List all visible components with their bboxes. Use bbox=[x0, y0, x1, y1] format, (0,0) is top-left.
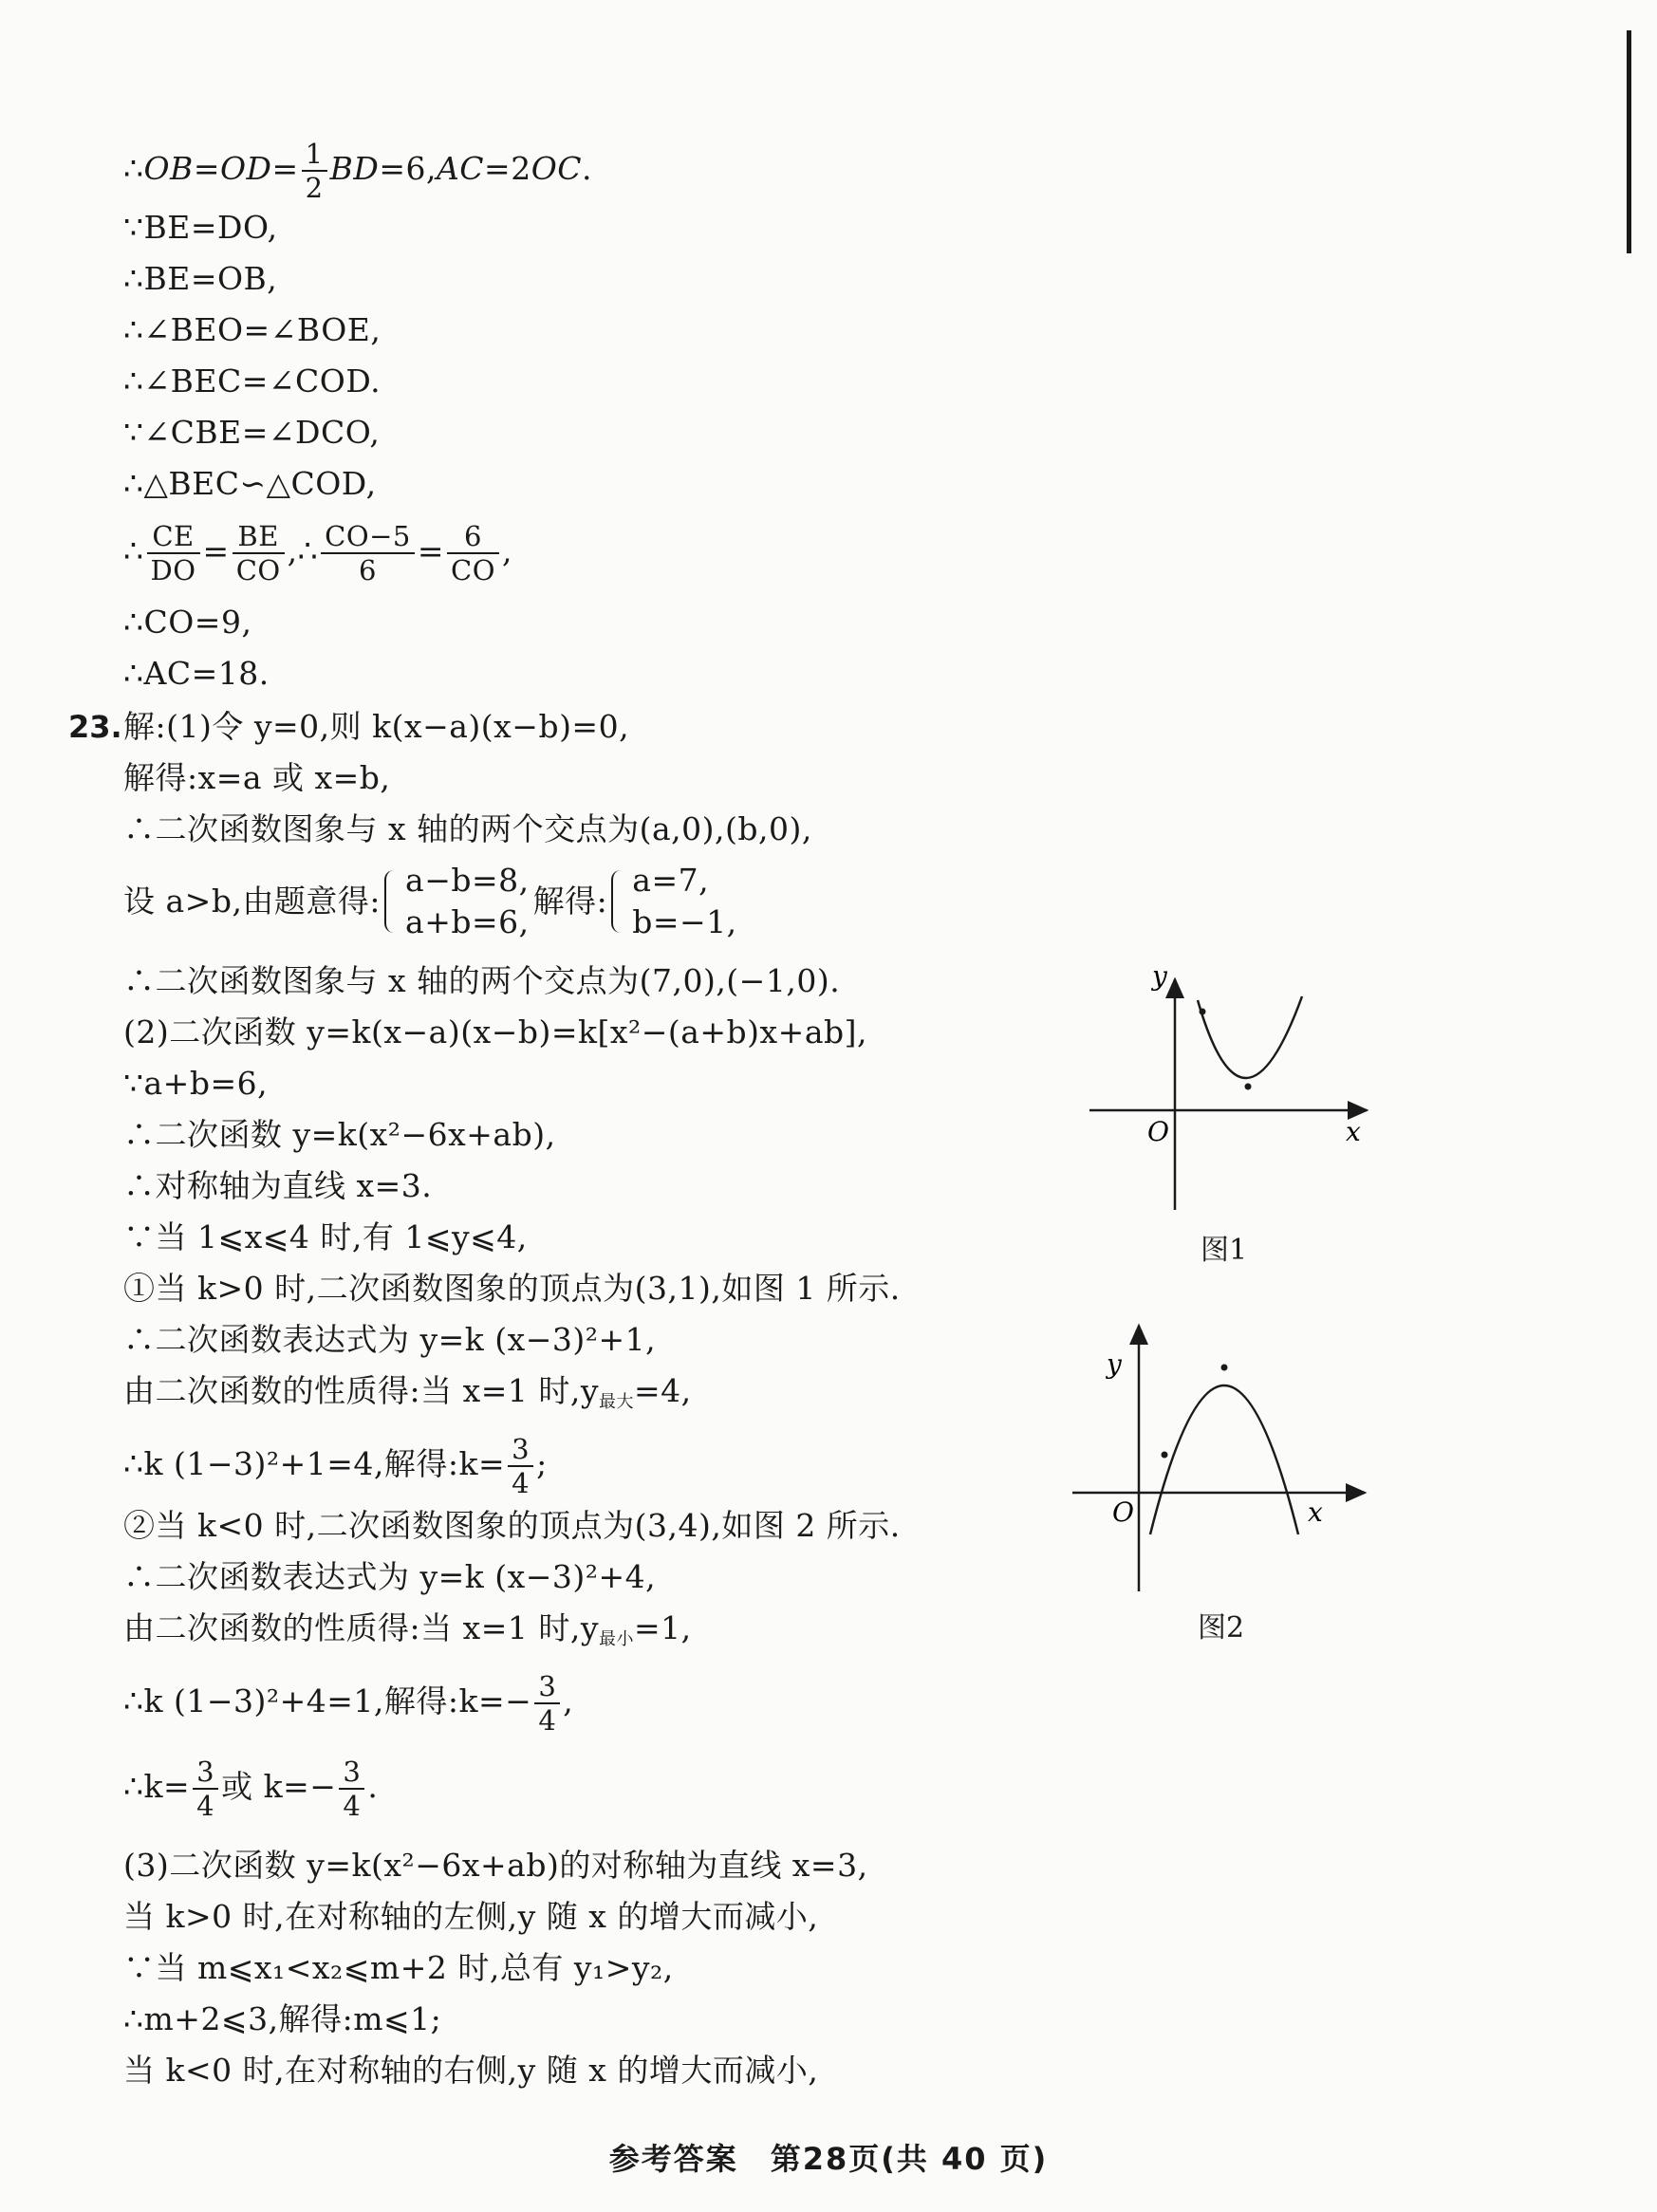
line-20: ∵当 1⩽x⩽4 时,有 1⩽y⩽4, bbox=[123, 1218, 528, 1255]
line-system bbox=[123, 860, 737, 943]
fraction-be-co: $\frac{BE}{CO}$ bbox=[233, 520, 285, 586]
line-10: ∴AC=18. bbox=[123, 655, 270, 692]
line-5: ∴∠BEC=∠COD. bbox=[123, 362, 382, 400]
system-mid: 解得: bbox=[532, 883, 608, 920]
line-30: (3)二次函数 y=k(x²−6x+ab)的对称轴为直线 x=3, bbox=[123, 1847, 868, 1884]
line-13: ∴二次函数图象与 x 轴的两个交点为(a,0),(b,0), bbox=[123, 810, 812, 847]
line-2: ∵BE=DO, bbox=[123, 209, 278, 246]
fig2-point-left bbox=[1162, 1452, 1168, 1459]
line-proportion: ∴ $\frac{CE}{DO}$ = $\frac{BE}{CO}$ ,∴ $\frac{CO-5}{6}$ = $\frac{6}{CO}$ , bbox=[123, 520, 512, 586]
figure-2-caption: 图2 bbox=[1198, 1611, 1245, 1645]
line-32: ∵当 m⩽x₁<x₂⩽m+2 时,总有 y₁>y₂, bbox=[123, 1949, 674, 1986]
line-17: ∵a+b=6, bbox=[123, 1065, 269, 1102]
line-9: ∴CO=9, bbox=[123, 604, 252, 641]
line-22: ∴二次函数表达式为 y=k (x−3)²+1, bbox=[123, 1321, 657, 1358]
fig1-y-label: y bbox=[1152, 960, 1167, 992]
fig1-parabola bbox=[1198, 996, 1302, 1078]
system-equations: a−b=8, a+b=6, bbox=[405, 862, 530, 940]
fig1-vertex bbox=[1245, 1084, 1252, 1090]
page-edge-bar bbox=[1627, 30, 1631, 253]
line-18: ∴二次函数 y=k(x²−6x+ab), bbox=[123, 1116, 556, 1153]
system-results: a=7, b=−1, bbox=[632, 862, 737, 940]
line-26: ∴二次函数表达式为 y=k (x−3)²+4, bbox=[123, 1558, 657, 1595]
line-11: 解:(1)令 y=0,则 k(x−a)(x−b)=0, bbox=[123, 708, 630, 745]
fig2-vertex bbox=[1221, 1365, 1228, 1371]
fraction-6-co: $\frac{6}{CO}$ bbox=[447, 520, 499, 586]
system-lead: 设 a>b,由题意得: bbox=[123, 883, 382, 920]
fig1-origin-label: O bbox=[1147, 1116, 1169, 1147]
line-7: ∴△BEC∽△COD, bbox=[123, 465, 377, 502]
figure-2-graph bbox=[1063, 1314, 1376, 1599]
figure-1-graph bbox=[1082, 958, 1386, 1224]
line-4: ∴∠BEO=∠BOE, bbox=[123, 311, 382, 348]
fig1-x-label: x bbox=[1346, 1116, 1361, 1147]
fraction-co5-6: $\frac{CO-5}{6}$ bbox=[321, 520, 415, 586]
fraction-half: $\frac{1}{2}$ bbox=[302, 138, 327, 204]
line-34: 当 k<0 时,在对称轴的右侧,y 随 x 的增大而减小, bbox=[123, 2052, 819, 2089]
page-footer: 参考答案 第28页(共 40 页) bbox=[608, 2141, 1049, 2177]
fig2-y-label: y bbox=[1107, 1348, 1122, 1380]
line-21: ①当 k>0 时,二次函数图象的顶点为(3,1),如图 1 所示. bbox=[123, 1270, 901, 1307]
line-16: (2)二次函数 y=k(x−a)(x−b)=k[x²−(a+b)x+ab], bbox=[123, 1013, 867, 1050]
fig1-point-left bbox=[1200, 1009, 1206, 1015]
line-24: ∴k (1−3)²+1=4,解得:k= $\frac{3}{4}$ ; bbox=[123, 1433, 548, 1499]
fraction-3-4-b: $\frac{3}{4}$ bbox=[534, 1670, 560, 1737]
fig2-parabola bbox=[1150, 1385, 1298, 1534]
brace-left-1 bbox=[384, 870, 400, 933]
fraction-3-4-d: $\frac{3}{4}$ bbox=[339, 1756, 364, 1822]
line-6: ∵∠CBE=∠DCO, bbox=[123, 414, 381, 451]
question-number-23: 23. bbox=[68, 709, 122, 745]
fraction-ce-do: $\frac{CE}{DO}$ bbox=[147, 520, 200, 586]
line-19: ∴对称轴为直线 x=3. bbox=[123, 1167, 433, 1204]
fraction-3-4-c: $\frac{3}{4}$ bbox=[193, 1756, 218, 1822]
figure-1-caption: 图1 bbox=[1201, 1234, 1248, 1267]
line-27: 由二次函数的性质得:当 x=1 时$,y_{最小}=1$, bbox=[123, 1609, 692, 1649]
line-12: 解得:x=a 或 x=b, bbox=[123, 759, 391, 796]
brace-left-2 bbox=[611, 870, 626, 933]
line-28: ∴k (1−3)²+4=1,解得:k=− $\frac{3}{4}$ , bbox=[123, 1670, 574, 1737]
line-ob-od: ∴OB=OD= $\frac{1}{2}$ BD=6,AC=2OC. bbox=[123, 138, 593, 204]
fraction-3-4-a: $\frac{3}{4}$ bbox=[508, 1433, 533, 1499]
fig2-origin-label: O bbox=[1112, 1496, 1134, 1528]
line-23: 由二次函数的性质得:当 x=1 时$,y_{最大}=4$, bbox=[123, 1372, 692, 1412]
line-31: 当 k>0 时,在对称轴的左侧,y 随 x 的增大而减小, bbox=[123, 1898, 819, 1935]
line-15: ∴二次函数图象与 x 轴的两个交点为(7,0),(−1,0). bbox=[123, 962, 841, 999]
line-33: ∴m+2⩽3,解得:m⩽1; bbox=[123, 2000, 442, 2037]
fig2-x-label: x bbox=[1308, 1496, 1323, 1528]
line-29: ∴k= $\frac{3}{4}$ 或 k=− $\frac{3}{4}$ . bbox=[123, 1756, 379, 1822]
line-25: ②当 k<0 时,二次函数图象的顶点为(3,4),如图 2 所示. bbox=[123, 1507, 901, 1544]
line-3: ∴BE=OB, bbox=[123, 260, 278, 297]
